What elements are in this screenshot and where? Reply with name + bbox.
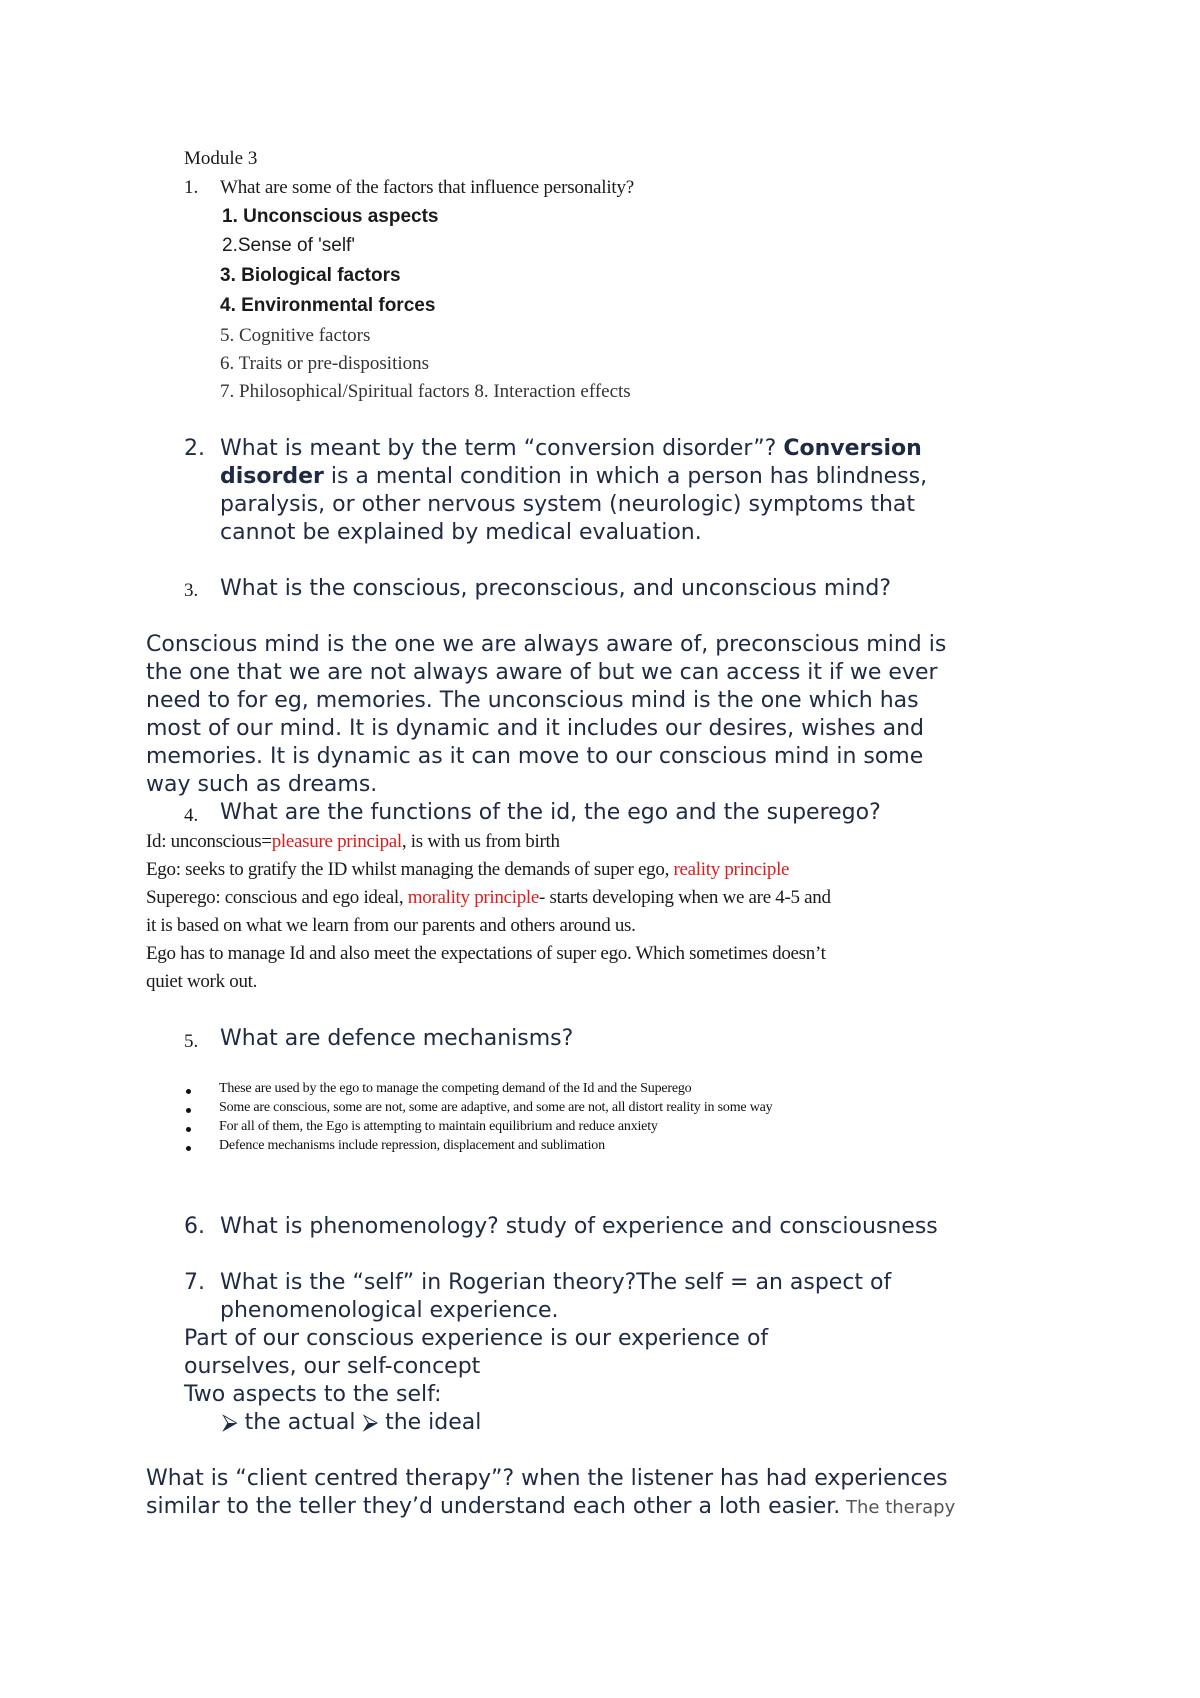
q3-answer-line-2: the one that we are not always aware of but we can access it if we ever [146, 660, 938, 685]
q5-bullet-4: Defence mechanisms include repression, displacement and sublimation [219, 1138, 605, 1153]
arrow-icon: ⮚ [362, 1410, 379, 1435]
q8-line-2-tail: The therapy [840, 1497, 956, 1518]
q4-question: What are the functions of the id, the ego and the superego? [220, 800, 881, 825]
q5-bullet-1: These are used by the ego to manage the competing demand of the Id and the Superego [219, 1081, 692, 1096]
q1-factor-2: 2.Sense of 'self' [222, 235, 355, 256]
q2-line-2 [220, 464, 927, 489]
q1-number: 1. [184, 177, 199, 198]
q7-line-3: Part of our conscious experience is our experience of [184, 1326, 769, 1351]
q1-factor-1: 1. Unconscious aspects [222, 206, 439, 227]
q8-line-2-main: similar to the teller they’d understand each other a loth easier. [146, 1494, 841, 1519]
q3-answer-line-6: way such as dreams. [146, 772, 378, 797]
q7-aspects-line [222, 1410, 481, 1435]
q4-superego-prefix: Superego: conscious and ego ideal, [146, 887, 408, 908]
q2-line-1 [220, 436, 922, 461]
q4-id-principle: pleasure principal [271, 831, 402, 852]
q3-answer-line-1: Conscious mind is the one we are always aware of, preconscious mind is [146, 632, 947, 657]
q7-aspect-actual: the actual [237, 1410, 363, 1435]
q2-bold-term-1: Conversion [783, 436, 922, 461]
q6-number: 6. [184, 1214, 205, 1239]
q3-answer-line-3: need to for eg, memories. The unconscious mind is the one which has [146, 688, 919, 713]
q1-factor-7: 7. Philosophical/Spiritual factors 8. Interaction effects [220, 381, 631, 402]
q1-question: What are some of the factors that influence personality? [220, 177, 635, 198]
q1-factor-4: 4. Environmental forces [220, 295, 436, 316]
q7-aspect-ideal: the ideal [378, 1410, 482, 1435]
q2-question: What is meant by the term “conversion disorder”? [220, 436, 777, 461]
q8-line-2 [146, 1494, 955, 1519]
q7-number: 7. [184, 1270, 205, 1295]
q5-bullet-2: Some are conscious, some are not, some are adaptive, and some are not, all distort reality in some way [219, 1100, 773, 1115]
q7-line-5: Two aspects to the self: [184, 1382, 442, 1407]
q3-number: 3. [184, 580, 199, 601]
q1-factor-3: 3. Biological factors [220, 265, 401, 286]
q4-id-prefix: Id: unconscious= [146, 831, 272, 852]
q5-bullet-dot-1 [186, 1089, 191, 1094]
q5-number: 5. [184, 1031, 199, 1052]
module-title: Module 3 [184, 148, 258, 169]
q4-id-line [146, 831, 560, 853]
q3-answer-line-4: most of our mind. It is dynamic and it includes our desires, wishes and [146, 716, 924, 741]
q2-number: 2. [184, 436, 205, 461]
q5-bullet-3: For all of them, the Ego is attempting to maintain equilibrium and reduce anxiety [219, 1119, 658, 1134]
q8-line-1: What is “client centred therapy”? when the listener has had experiences [146, 1466, 948, 1491]
q5-bullet-dot-4 [186, 1146, 191, 1151]
q5-bullet-dot-3 [186, 1127, 191, 1132]
q2-bold-term-2: disorder [220, 464, 324, 489]
q5-bullet-dot-2 [186, 1108, 191, 1113]
q1-factor-5: 5. Cognitive factors [220, 325, 371, 346]
q4-line-4: it is based on what we learn from our parents and others around us. [146, 915, 636, 936]
q7-line-2: phenomenological experience. [220, 1298, 559, 1323]
q4-id-suffix: , is with us from birth [401, 831, 560, 852]
q3-question: What is the conscious, preconscious, and unconscious mind? [220, 576, 891, 601]
q4-superego-principle: morality principle [407, 887, 540, 908]
q2-answer-2: is a mental condition in which a person has blindness, [323, 464, 928, 489]
q4-ego-principle: reality principle [673, 859, 790, 880]
q4-superego-suffix: - starts developing when we are 4-5 and [539, 887, 831, 908]
q4-number: 4. [184, 805, 199, 826]
q4-ego-prefix: Ego: seeks to gratify the ID whilst managing the demands of super ego, [146, 859, 674, 880]
q1-factor-6: 6. Traits or pre-dispositions [220, 353, 430, 374]
q4-superego-line [146, 887, 831, 909]
q3-answer-line-5: memories. It is dynamic as it can move to our conscious mind in some [146, 744, 924, 769]
q7-line-4: ourselves, our self-concept [184, 1354, 481, 1379]
q6-question: What is phenomenology? study of experience and consciousness [220, 1214, 938, 1239]
q4-line-6: quiet work out. [146, 971, 258, 992]
q7-line-1: What is the “self” in Rogerian theory?The self = an aspect of [220, 1270, 892, 1295]
q5-question: What are defence mechanisms? [220, 1026, 574, 1051]
q2-answer-4: cannot be explained by medical evaluation. [220, 520, 702, 545]
q2-answer-3: paralysis, or other nervous system (neurologic) symptoms that [220, 492, 916, 517]
q4-ego-line [146, 859, 789, 881]
q4-line-5: Ego has to manage Id and also meet the expectations of super ego. Which sometimes doesn’t [146, 943, 826, 964]
arrow-icon: ⮚ [222, 1410, 238, 1435]
